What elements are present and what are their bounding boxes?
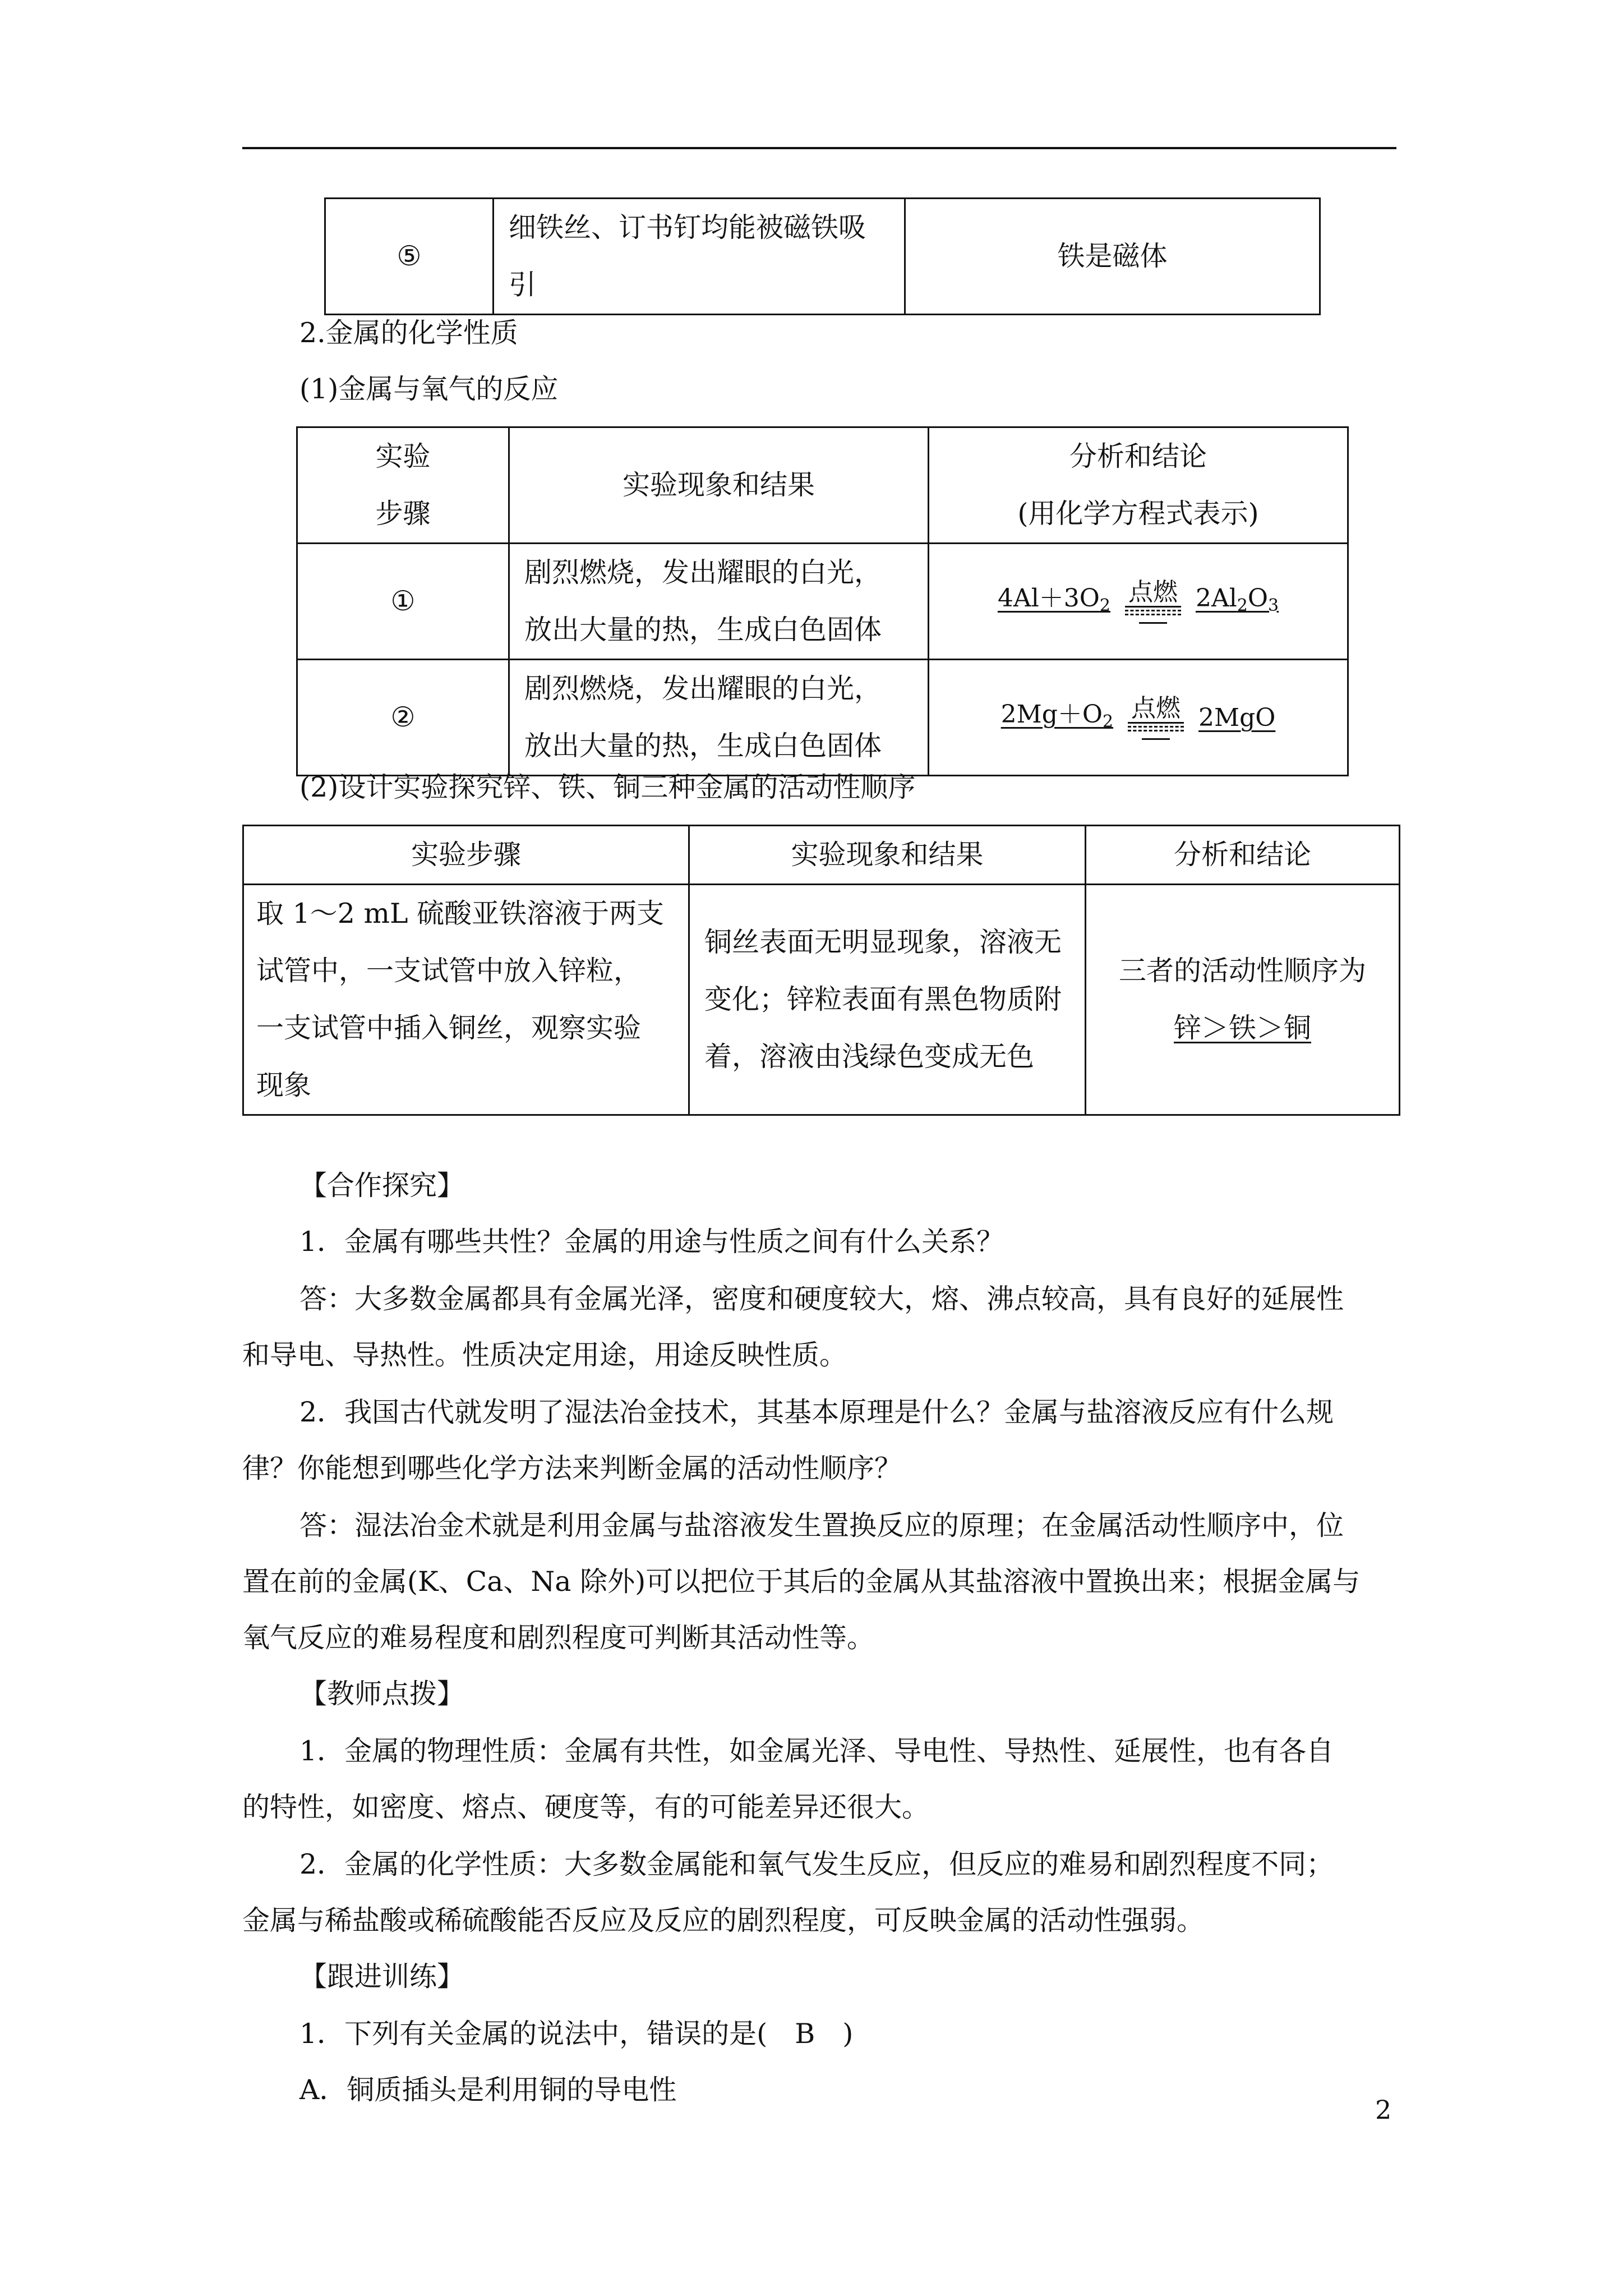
coop-question-2-line: 2．我国古代就发明了湿法冶金技术，其基本原理是什么？金属与盐溶液反应有什么规 [299,1396,1334,1428]
teacher-point-line: 的特性，如密度、熔点、硬度等，有的可能差异还很大。 [242,1791,930,1823]
conclusion-cell: 铁是磁体 [905,199,1320,315]
coop-answer-2-line: 氧气反应的难易程度和剧烈程度可判断其活动性等。 [242,1622,875,1654]
header-phenomenon: 实验现象和结果 [509,427,929,544]
header-analysis-line: 分析和结论 [1069,440,1207,472]
equation-rhs: 2MgO [1198,703,1276,732]
table-header-row [243,826,1400,885]
phenomenon-line: 着，溶液由浅绿色变成无色 [704,1041,1035,1073]
table-header-row [297,427,1348,544]
phenomenon-line: 铜丝表面无明显现象，溶液无 [704,926,1062,958]
step-line: 一支试管中插入铜丝，观察实验 [256,1012,642,1044]
table-row [297,544,1348,660]
coop-question-1: 1．金属有哪些共性？金属的用途与性质之间有什么关系？ [299,1226,1004,1258]
coop-answer-2-line: 答：湿法冶金术就是利用金属与盐溶液发生置换反应的原理；在金属活动性顺序中，位 [299,1510,1344,1542]
phenomenon-line: 放出大量的热，生成白色固体 [524,614,882,646]
step-line: 取 1～2 mL 硫酸亚铁溶液于两支 [256,898,665,930]
header-step-line: 实验 [375,440,431,472]
oxygen-reaction-table [296,426,1349,776]
activity-order-table [242,825,1400,1116]
practice-heading: 【跟进训练】 [299,1961,465,1993]
coop-question-2-line: 律？你能想到哪些化学方法来判断金属的活动性顺序？ [242,1452,902,1484]
practice-question-1: 1．下列有关金属的说法中，错误的是( B ) [299,2018,854,2050]
analysis-line: 三者的活动性顺序为 [1118,955,1366,987]
header-step-line: 步骤 [375,498,431,530]
teacher-point-line: 1．金属的物理性质：金属有共性，如金属光泽、导电性、导热性、延展性，也有各自 [299,1735,1334,1767]
coop-answer-1-line: 和导电、导热性。性质决定用途，用途反映性质。 [242,1339,847,1371]
reaction-arrow [1128,696,1184,740]
teacher-point-line: 2．金属的化学性质：大多数金属能和氧气发生反应，但反应的难易和剧烈程度不同； [299,1848,1334,1880]
teacher-point-line: 金属与稀盐酸或稀硫酸能否反应及反应的剧烈程度，可反映金属的活动性强弱。 [242,1904,1205,1936]
header-step [297,427,509,544]
phenomenon-line: 剧烈燃烧，发出耀眼的白光， [524,556,882,588]
header-analysis: 分析和结论 [1086,826,1400,885]
row-number: ① [297,544,509,660]
row-number: ② [297,660,509,776]
coop-answer-1-line: 答：大多数金属都具有金属光泽，密度和硬度较大，熔、沸点较高，具有良好的延展性 [299,1283,1344,1315]
equation-lhs: $2Mg+O_2$ [1000,700,1114,731]
phenomenon-line: 剧烈燃烧，发出耀眼的白光， [524,673,882,705]
coop-answer-2-line: 置在前的金属(K、Ca、Na 除外)可以把位于其后的金属从其盐溶液中置换出来；根据金属与 [242,1566,1361,1598]
phenomenon-line: 细铁丝、订书钉均能被磁铁吸 [509,211,866,243]
header-analysis-line: (用化学方程式表示) [1017,498,1259,530]
subsection-title: (1)金属与氧气的反应 [299,373,559,405]
step-cell [243,885,689,1115]
practice-option-a: A．铜质插头是利用铜的导电性 [299,2074,677,2106]
equation-rhs: $2Al_2O_3$ [1195,583,1279,615]
row-number: ⑤ [325,199,494,315]
phenomenon-cell [689,885,1086,1115]
section-title: 2.金属的化学性质 [299,317,518,349]
table-row [243,885,1400,1115]
phenomenon-cell [509,544,929,660]
chemical-equation [998,570,1279,634]
phenomenon-cell [509,660,929,776]
phenomenon-line: 变化；锌粒表面有黑色物质附 [704,983,1062,1015]
equation-lhs: $4Al+3O_2$ [997,583,1110,615]
equation-cell [929,544,1348,660]
header-rule [242,147,1396,149]
header-step: 实验步骤 [243,826,689,885]
properties-table-continued [324,197,1321,315]
equation-cell [929,660,1348,776]
header-phenomenon: 实验现象和结果 [689,826,1086,885]
phenomenon-cell [494,199,905,315]
table-row [325,199,1320,315]
step-line: 试管中，一支试管中放入锌粒， [256,955,642,987]
page-number: 2 [1375,2095,1392,2125]
table-row [297,660,1348,776]
reaction-arrow [1125,580,1181,624]
phenomenon-line: 放出大量的热，生成白色固体 [524,730,882,762]
header-analysis [929,427,1348,544]
subsection-title: (2)设计实验探究锌、铁、铜三种金属的活动性顺序 [299,771,916,803]
chemical-equation [1001,686,1276,751]
coop-heading: 【合作探究】 [299,1170,465,1202]
activity-order-answer: 锌＞铁＞铜 [1173,1012,1311,1044]
analysis-cell [1086,885,1400,1115]
reaction-condition: 点燃 [1128,578,1178,606]
teacher-heading: 【教师点拨】 [299,1678,465,1710]
phenomenon-line: 引 [509,269,537,301]
step-line: 现象 [256,1069,312,1101]
reaction-condition: 点燃 [1131,694,1181,723]
